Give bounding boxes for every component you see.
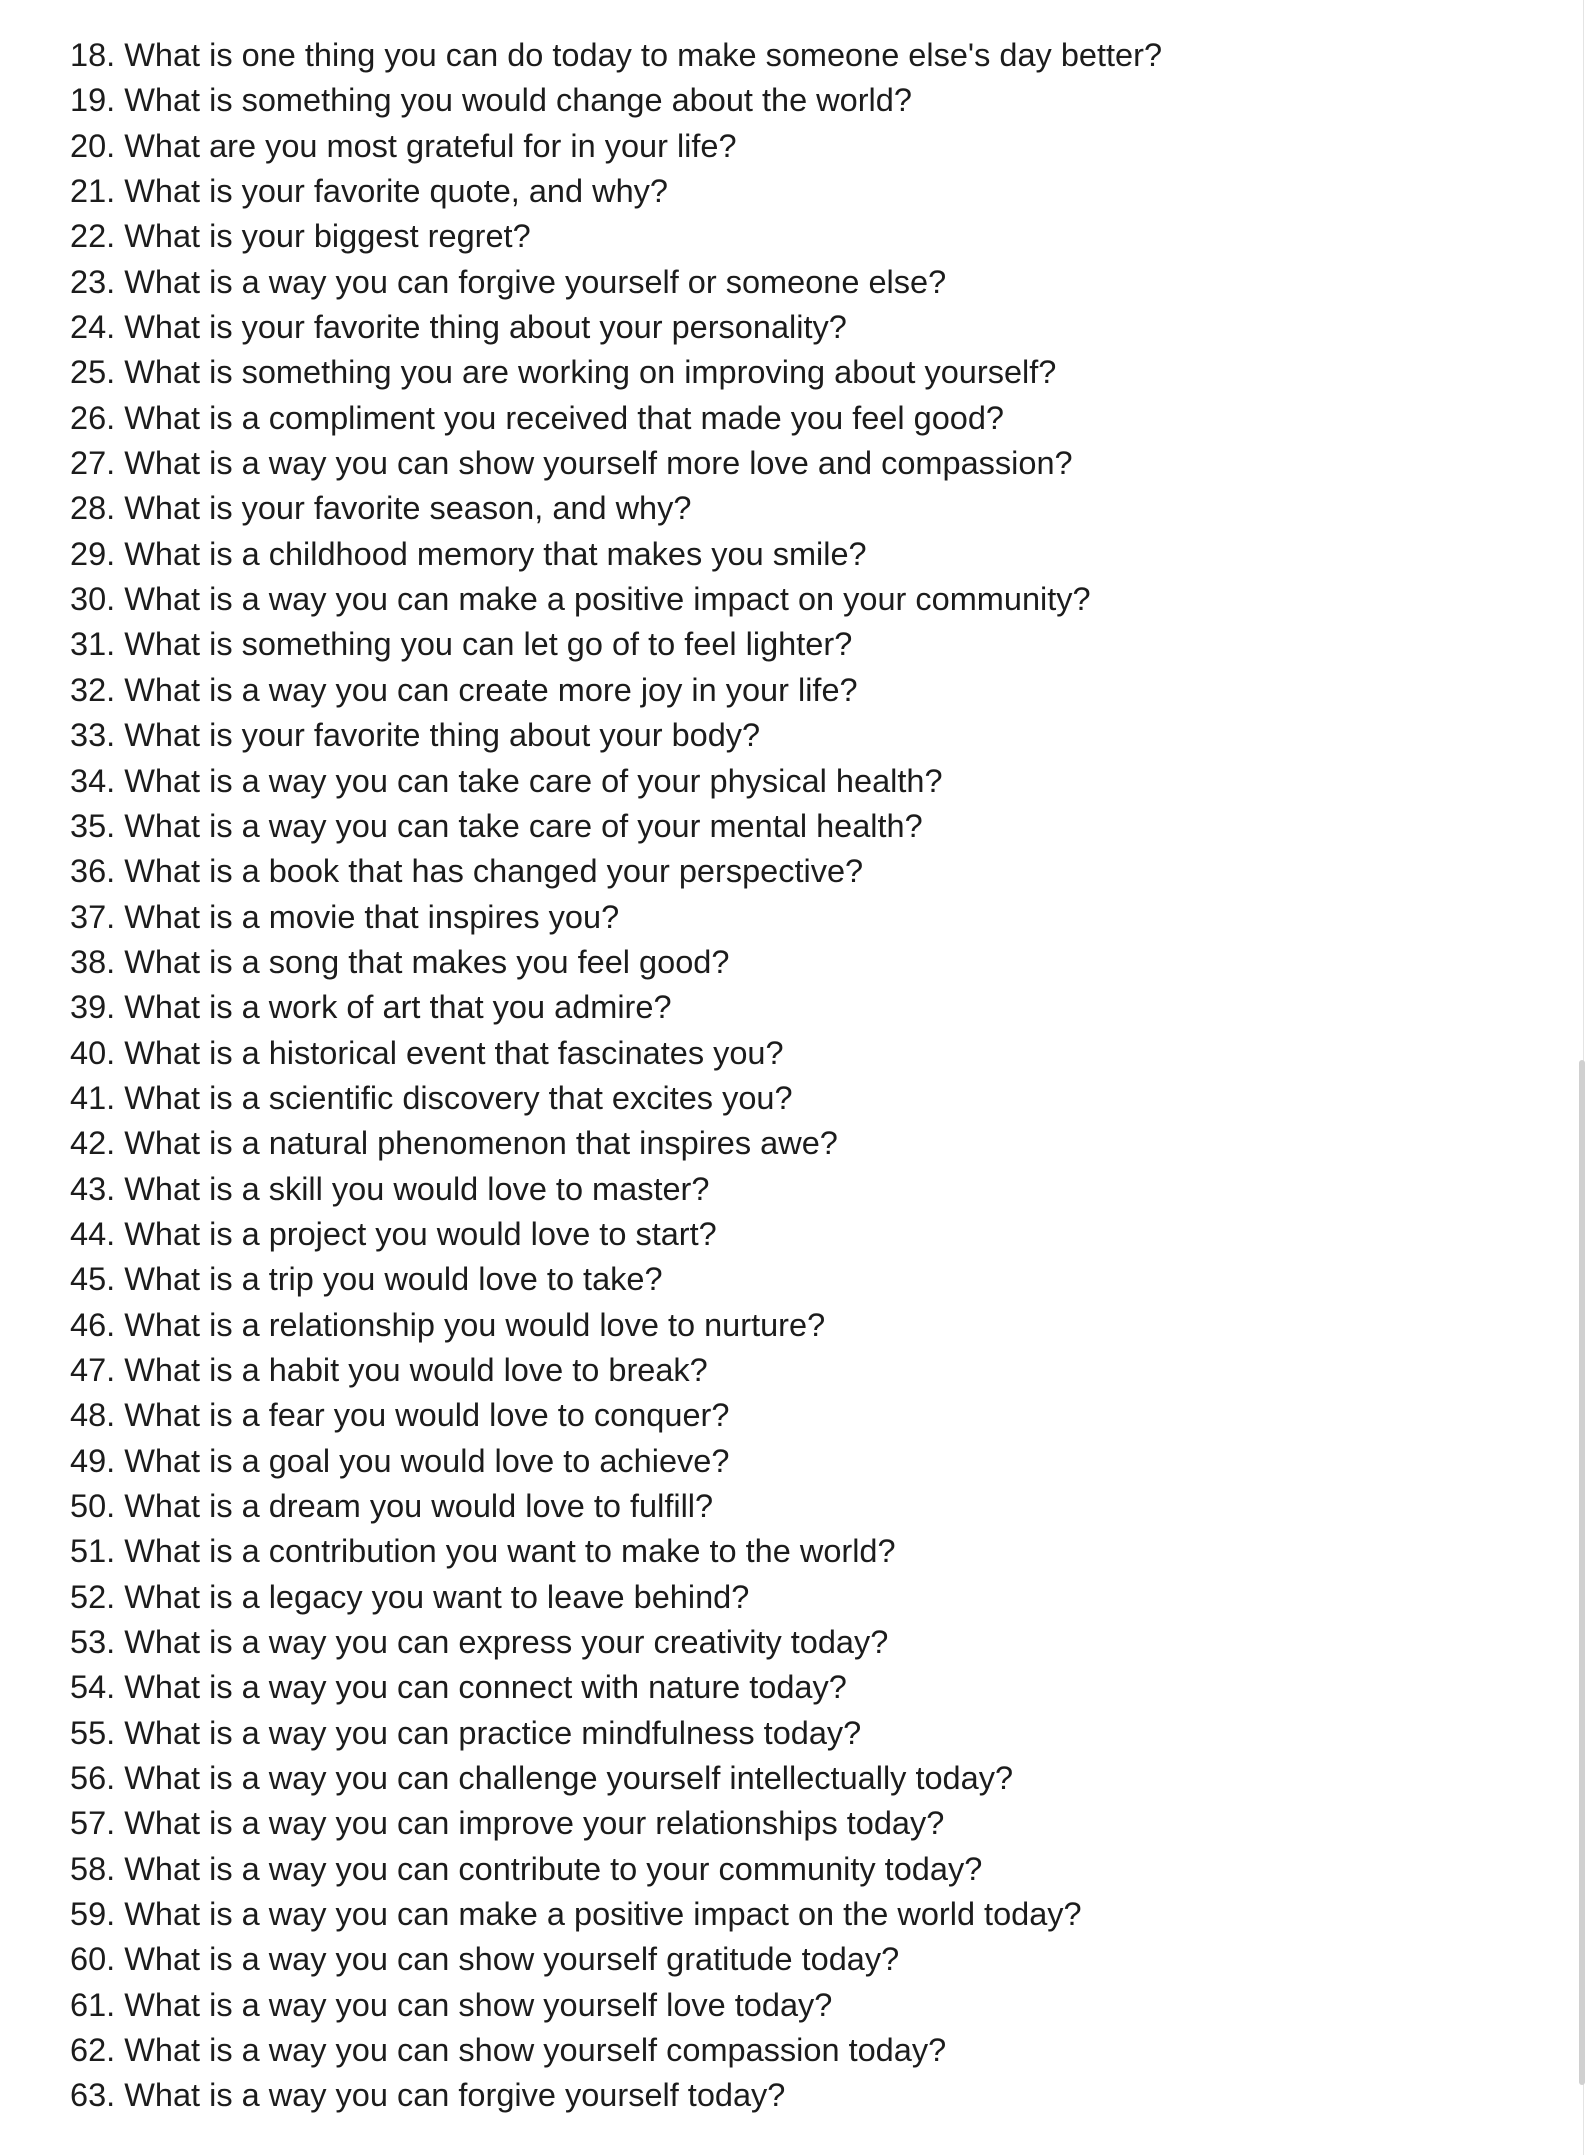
question-number: 31. bbox=[70, 626, 116, 663]
question-text: What is a way you can take care of your physical health? bbox=[124, 762, 943, 799]
question-number: 62. bbox=[70, 2032, 116, 2069]
list-item bbox=[70, 1076, 1162, 1121]
question-text: What is a compliment you received that made you feel good? bbox=[124, 399, 1005, 436]
question-number: 38. bbox=[70, 943, 116, 980]
list-item bbox=[70, 1121, 1162, 1166]
question-text: What is a project you would love to start? bbox=[124, 1215, 717, 1252]
question-text: What is a childhood memory that makes you smile? bbox=[124, 535, 867, 572]
question-text: What is your favorite thing about your personality? bbox=[124, 309, 847, 346]
question-number: 58. bbox=[70, 1850, 116, 1887]
question-number: 46. bbox=[70, 1306, 116, 1343]
question-number: 24. bbox=[70, 309, 116, 346]
list-item bbox=[70, 622, 1162, 667]
list-item bbox=[70, 260, 1162, 305]
vertical-scrollbar-thumb[interactable] bbox=[1579, 1060, 1585, 2085]
list-item bbox=[70, 486, 1162, 531]
question-text: What is a way you can make a positive impact on the world today? bbox=[124, 1896, 1082, 1933]
list-item bbox=[70, 305, 1162, 350]
list-item bbox=[70, 759, 1162, 804]
question-text: What is a way you can improve your relationships today? bbox=[124, 1805, 945, 1842]
question-text: What is a way you can express your creativity today? bbox=[124, 1624, 889, 1661]
list-item bbox=[70, 895, 1162, 940]
list-item bbox=[70, 1892, 1162, 1937]
question-number: 56. bbox=[70, 1760, 116, 1797]
question-number: 42. bbox=[70, 1125, 116, 1162]
question-number: 23. bbox=[70, 263, 116, 300]
list-item bbox=[70, 577, 1162, 622]
list-item bbox=[70, 804, 1162, 849]
list-item bbox=[70, 1575, 1162, 1620]
question-number: 21. bbox=[70, 173, 116, 210]
question-number: 51. bbox=[70, 1533, 116, 1570]
question-text: What is your favorite season, and why? bbox=[124, 490, 692, 527]
question-text: What is a natural phenomenon that inspires awe? bbox=[124, 1125, 838, 1162]
list-item bbox=[70, 1484, 1162, 1529]
question-text: What is your favorite quote, and why? bbox=[124, 173, 668, 210]
question-number: 55. bbox=[70, 1714, 116, 1751]
question-list bbox=[70, 33, 1162, 2119]
list-item bbox=[70, 1983, 1162, 2028]
question-text: What is a goal you would love to achieve? bbox=[124, 1442, 730, 1479]
list-item bbox=[70, 1348, 1162, 1393]
question-text: What is a way you can forgive yourself today? bbox=[124, 2077, 786, 2114]
question-number: 60. bbox=[70, 1941, 116, 1978]
question-text: What is a relationship you would love to nurture? bbox=[124, 1306, 826, 1343]
question-number: 54. bbox=[70, 1669, 116, 1706]
question-number: 50. bbox=[70, 1488, 116, 1524]
question-text: What is a song that makes you feel good? bbox=[124, 943, 730, 980]
question-number: 22. bbox=[70, 218, 116, 255]
list-item bbox=[70, 1529, 1162, 1574]
question-text: What is a way you can forgive yourself or someone else? bbox=[124, 263, 947, 300]
question-text: What is a way you can connect with nature today? bbox=[124, 1669, 847, 1706]
question-text: What are you most grateful for in your life? bbox=[124, 127, 737, 164]
question-text: What is a way you can show yourself love today? bbox=[124, 1986, 833, 2023]
question-number: 32. bbox=[70, 671, 116, 708]
question-number: 19. bbox=[70, 82, 116, 119]
question-text: What is something you would change about the world? bbox=[124, 82, 912, 119]
question-text: What is a way you can show yourself more love and compassion? bbox=[124, 445, 1073, 482]
question-text: What is something you can let go of to feel lighter? bbox=[124, 626, 853, 663]
question-number: 26. bbox=[70, 399, 116, 436]
question-number: 43. bbox=[70, 1170, 116, 1207]
list-item bbox=[70, 396, 1162, 441]
list-item bbox=[70, 350, 1162, 395]
question-number: 57. bbox=[70, 1805, 116, 1842]
question-text: What is a way you can contribute to your community today? bbox=[124, 1850, 983, 1887]
question-text: What is a way you can show yourself compassion today? bbox=[124, 2032, 947, 2069]
list-item bbox=[70, 1665, 1162, 1710]
list-item bbox=[70, 1167, 1162, 1212]
list-item bbox=[70, 668, 1162, 713]
question-text: What is a scientific discovery that excites you? bbox=[124, 1079, 793, 1116]
list-item bbox=[70, 1801, 1162, 1846]
list-item bbox=[70, 1031, 1162, 1076]
question-text: What is something you are working on improving about yourself? bbox=[124, 354, 1057, 391]
list-item bbox=[70, 532, 1162, 577]
list-item bbox=[70, 441, 1162, 486]
question-number: 59. bbox=[70, 1896, 116, 1933]
question-number: 20. bbox=[70, 127, 116, 164]
list-item bbox=[70, 1711, 1162, 1756]
question-text: What is a habit you would love to break? bbox=[124, 1351, 708, 1388]
list-item bbox=[70, 124, 1162, 169]
list-item bbox=[70, 169, 1162, 214]
question-text: What is a historical event that fascinates you? bbox=[124, 1034, 784, 1071]
question-text: What is a way you can practice mindfulness today? bbox=[124, 1714, 862, 1751]
question-number: 44. bbox=[70, 1215, 116, 1252]
question-number: 40. bbox=[70, 1034, 116, 1071]
question-text: What is a fear you would love to conquer? bbox=[124, 1397, 730, 1434]
list-item bbox=[70, 1303, 1162, 1348]
question-number: 61. bbox=[70, 1986, 116, 2023]
question-number: 30. bbox=[70, 581, 116, 618]
question-number: 45. bbox=[70, 1261, 116, 1298]
question-text: What is a way you can show yourself gratitude today? bbox=[124, 1941, 900, 1978]
question-text: What is a movie that inspires you? bbox=[124, 898, 620, 935]
list-item bbox=[70, 1439, 1162, 1484]
list-item bbox=[70, 1756, 1162, 1801]
question-number: 48. bbox=[70, 1397, 116, 1434]
question-text: What is one thing you can do today to make someone else's day better? bbox=[124, 37, 1163, 73]
question-number: 18. bbox=[70, 37, 116, 73]
question-text: What is a dream you would love to fulfill? bbox=[124, 1488, 714, 1524]
list-item bbox=[70, 940, 1162, 985]
list-item bbox=[70, 1393, 1162, 1438]
question-number: 27. bbox=[70, 445, 116, 482]
question-text: What is a way you can take care of your mental health? bbox=[124, 807, 923, 844]
list-item bbox=[70, 2028, 1162, 2073]
question-text: What is your biggest regret? bbox=[124, 218, 531, 255]
question-text: What is a book that has changed your perspective? bbox=[124, 853, 864, 890]
list-item bbox=[70, 1847, 1162, 1892]
question-text: What is your favorite thing about your body? bbox=[124, 717, 761, 754]
question-number: 33. bbox=[70, 717, 116, 754]
question-number: 37. bbox=[70, 898, 116, 935]
list-item bbox=[70, 849, 1162, 894]
question-number: 53. bbox=[70, 1624, 116, 1661]
question-text: What is a way you can make a positive impact on your community? bbox=[124, 581, 1091, 618]
question-number: 63. bbox=[70, 2077, 116, 2114]
question-text: What is a skill you would love to master? bbox=[124, 1170, 710, 1207]
question-text: What is a way you can challenge yourself intellectually today? bbox=[124, 1760, 1014, 1797]
list-item bbox=[70, 713, 1162, 758]
list-item bbox=[70, 33, 1162, 78]
question-text: What is a work of art that you admire? bbox=[124, 989, 672, 1026]
question-number: 52. bbox=[70, 1578, 116, 1615]
list-item bbox=[70, 78, 1162, 123]
question-number: 49. bbox=[70, 1442, 116, 1479]
list-item bbox=[70, 1212, 1162, 1257]
question-number: 47. bbox=[70, 1351, 116, 1388]
list-item bbox=[70, 1257, 1162, 1302]
question-number: 29. bbox=[70, 535, 116, 572]
question-text: What is a trip you would love to take? bbox=[124, 1261, 663, 1298]
list-item bbox=[70, 2073, 1162, 2118]
question-number: 28. bbox=[70, 490, 116, 527]
list-item bbox=[70, 985, 1162, 1030]
question-number: 39. bbox=[70, 989, 116, 1026]
question-number: 34. bbox=[70, 762, 116, 799]
list-item bbox=[70, 1937, 1162, 1982]
question-number: 25. bbox=[70, 354, 116, 391]
question-text: What is a legacy you want to leave behind? bbox=[124, 1578, 750, 1615]
question-number: 36. bbox=[70, 853, 116, 890]
question-text: What is a way you can create more joy in your life? bbox=[124, 671, 858, 708]
list-item bbox=[70, 214, 1162, 259]
question-text: What is a contribution you want to make to the world? bbox=[124, 1533, 896, 1570]
list-item bbox=[70, 1620, 1162, 1665]
question-number: 41. bbox=[70, 1079, 116, 1116]
question-number: 35. bbox=[70, 807, 116, 844]
